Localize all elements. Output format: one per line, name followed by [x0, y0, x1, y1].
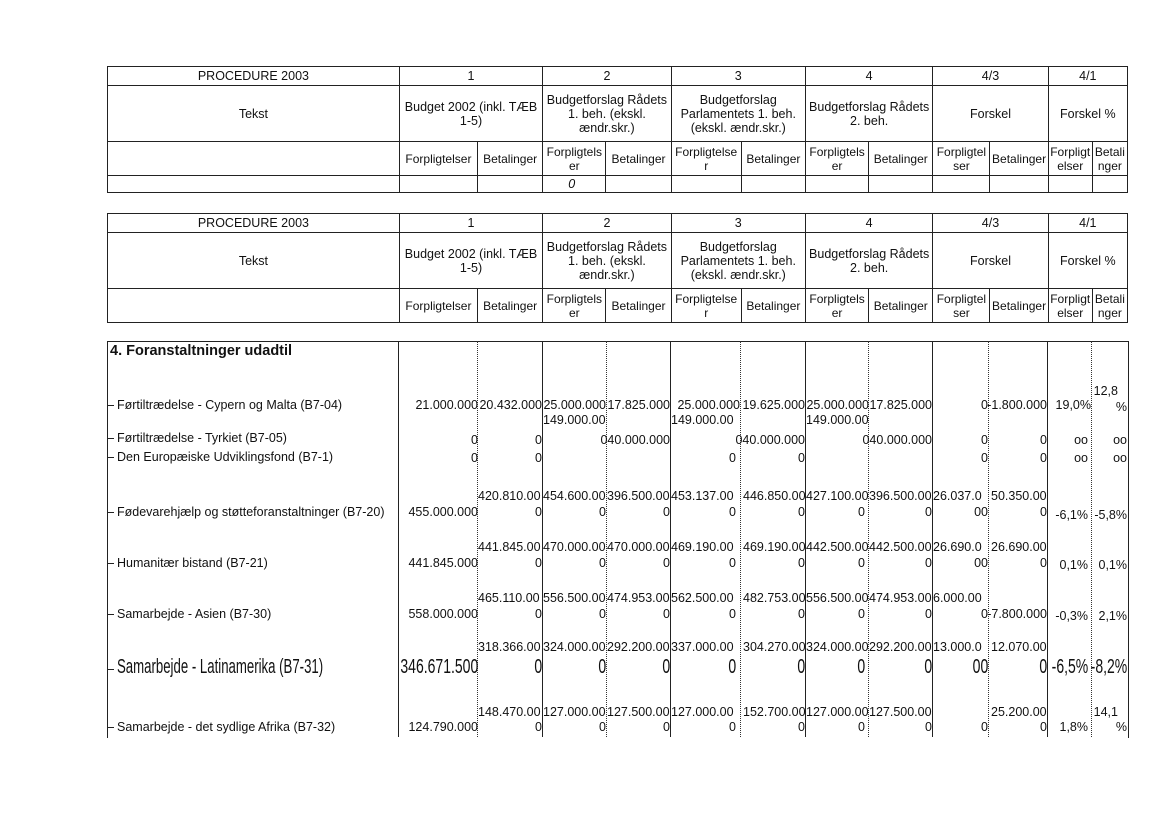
- value-cell: 0: [797, 656, 805, 678]
- value-cell: 040.000.000: [862, 433, 932, 447]
- sub-header: Betalinger: [606, 142, 671, 176]
- sub-header: Forpligtelser: [399, 289, 477, 323]
- value-cell: 0: [924, 656, 932, 678]
- value-cell: 0: [1039, 656, 1047, 678]
- col-number-3: 3: [671, 67, 805, 86]
- col-title-4-1: Forskel %: [1048, 233, 1127, 289]
- value-cell: 0,1%: [1098, 558, 1127, 572]
- value-cell: 441.845.00: [478, 540, 541, 554]
- value-cell: 25.000.000: [543, 398, 606, 412]
- value-cell: 0: [925, 556, 932, 570]
- value-cell: 0: [662, 656, 670, 678]
- value-cell: 0: [599, 556, 606, 570]
- value-cell: 0: [729, 451, 736, 465]
- value-cell: oo: [1113, 451, 1127, 465]
- value-cell: 127.000.00: [671, 705, 734, 719]
- value-cell: 0: [925, 505, 932, 519]
- value-cell: 474.953.00: [869, 591, 932, 605]
- value-cell: 0: [663, 607, 670, 621]
- sub-header: Betali nger: [1092, 142, 1127, 176]
- value-cell: 455.000.000: [408, 505, 478, 519]
- sub-header: Betalinger: [869, 289, 933, 323]
- sub-header: Forpligtel ser: [933, 289, 990, 323]
- value-cell: -6,5%: [1051, 656, 1088, 678]
- value-cell: 0: [599, 607, 606, 621]
- col-number-1: 1: [399, 214, 542, 233]
- col-title-2: Budgetforslag Rådets 1. beh. (ekskl. ændr.skr.): [543, 86, 671, 142]
- value-cell: 0: [599, 505, 606, 519]
- col-title-3: Budgetforslag Parlamentets 1. beh. (ekskl. ændr.skr.): [671, 233, 805, 289]
- col-title-3: Budgetforslag Parlamentets 1. beh. (ekskl. ændr.skr.): [671, 86, 805, 142]
- row-label: Førtiltrædelse - Cypern og Malta (B7-04): [107, 398, 342, 412]
- sub-header: Betalinger: [990, 142, 1048, 176]
- value-cell: 0: [535, 556, 542, 570]
- sub-header: Betalinger: [869, 142, 933, 176]
- value-cell: 0: [535, 720, 542, 734]
- value-cell: 127.500.00: [607, 705, 670, 719]
- value-cell: 0: [1040, 720, 1047, 734]
- value-cell: -8,2%: [1090, 656, 1127, 678]
- value-cell: 149.000.00: [806, 413, 869, 427]
- value-cell: 0: [729, 607, 736, 621]
- column-divider: [670, 341, 671, 737]
- value-cell: 562.500.00: [671, 591, 734, 605]
- value-cell: 0: [599, 720, 606, 734]
- value-cell: 149.000.00: [671, 413, 734, 427]
- value-cell: 0: [535, 505, 542, 519]
- value-cell: 2,1%: [1098, 609, 1127, 623]
- value-cell: 0: [858, 720, 865, 734]
- value-cell: 0: [981, 720, 988, 734]
- value-cell: 469.190.00: [743, 540, 806, 554]
- row-label: Samarbejde - det sydlige Afrika (B7-32): [107, 720, 335, 734]
- value-cell: oo: [1074, 451, 1088, 465]
- value-cell: 0: [471, 433, 478, 447]
- value-cell: 556.500.00: [543, 591, 606, 605]
- sub-header: Forpligtels er: [543, 142, 606, 176]
- value-cell: 0: [925, 720, 932, 734]
- col-title-4-1: Forskel %: [1048, 86, 1127, 142]
- tekst-header: Tekst: [108, 233, 400, 289]
- value-cell: 0: [1040, 505, 1047, 519]
- value-cell: 149.000.00: [543, 413, 606, 427]
- row-label: Humanitær bistand (B7-21): [107, 556, 268, 570]
- value-cell: 0: [798, 451, 805, 465]
- value-cell: -0,3%: [1055, 609, 1088, 623]
- column-divider: [1047, 341, 1048, 737]
- value-cell: 50.350.00: [991, 489, 1047, 503]
- col-title-1: Budget 2002 (inkl. TÆB 1-5): [399, 233, 542, 289]
- sub-header: Betalinger: [990, 289, 1048, 323]
- value-cell: 12,8: [1093, 384, 1118, 398]
- value-cell: 12.070.00: [991, 640, 1047, 654]
- value-cell: 292.200.00: [869, 640, 932, 654]
- value-cell: 0: [798, 720, 805, 734]
- value-cell: 0: [729, 505, 736, 519]
- value-cell: 465.110.00: [478, 591, 540, 605]
- value-cell: 14,1: [1093, 705, 1118, 719]
- col-number-4-1: 4/1: [1048, 214, 1127, 233]
- sub-header: Forpligtels er: [543, 289, 606, 323]
- value-cell: 0: [858, 505, 865, 519]
- value-cell: 0: [981, 451, 988, 465]
- sub-header: Betalinger: [741, 142, 805, 176]
- value-cell: 454.600.00: [543, 489, 606, 503]
- sub-header: Forpligt elser: [1048, 289, 1092, 323]
- value-cell: 0: [981, 433, 988, 447]
- col-title-4: Budgetforslag Rådets 2. beh.: [805, 233, 932, 289]
- value-cell: 25.200.00: [991, 705, 1047, 719]
- value-cell: 0: [471, 451, 478, 465]
- value-cell: 1,8%: [1059, 720, 1088, 734]
- value-cell: -5,8%: [1094, 508, 1127, 522]
- value-cell: 6.000.00: [933, 591, 982, 605]
- value-cell: 337.000.00: [671, 640, 734, 654]
- value-cell: 442.500.00: [869, 540, 932, 554]
- sub-header: Betalinger: [478, 289, 543, 323]
- value-cell: 20.432.000: [479, 398, 542, 412]
- value-cell: 0,1%: [1059, 558, 1088, 572]
- value-cell: 0: [534, 656, 542, 678]
- value-cell: 346.671.500: [400, 656, 478, 678]
- sub-header: Betali nger: [1092, 289, 1127, 323]
- value-cell: 0: [798, 556, 805, 570]
- value-cell: 152.700.00: [743, 705, 806, 719]
- value-cell: 19,0%: [1055, 398, 1091, 412]
- value-cell: 26.690.00: [991, 540, 1047, 554]
- value-cell: 324.000.00: [543, 640, 606, 654]
- col-title-4: Budgetforslag Rådets 2. beh.: [805, 86, 932, 142]
- value-cell: 0: [729, 720, 736, 734]
- value-cell: 0: [728, 656, 736, 678]
- zero-value: 0: [543, 176, 606, 193]
- value-cell: 0: [981, 607, 988, 621]
- value-cell: 0: [1040, 556, 1047, 570]
- value-cell: 040.000.000: [600, 433, 670, 447]
- col-number-2: 2: [543, 214, 671, 233]
- value-cell: 25.000.000: [677, 398, 740, 412]
- value-cell: 0: [798, 505, 805, 519]
- column-divider: [740, 341, 741, 737]
- col-number-2: 2: [543, 67, 671, 86]
- value-cell: 427.100.00: [806, 489, 869, 503]
- value-cell: 0: [1040, 433, 1047, 447]
- value-cell: 396.500.00: [869, 489, 932, 503]
- value-cell: 19.625.000: [742, 398, 805, 412]
- value-cell: 0: [1040, 451, 1047, 465]
- col-number-3: 3: [671, 214, 805, 233]
- value-cell: 13.000.0: [933, 640, 982, 654]
- value-cell: 26.690.0: [933, 540, 982, 554]
- value-cell: 0: [925, 607, 932, 621]
- value-cell: 442.500.00: [806, 540, 869, 554]
- value-cell: 324.000.00: [806, 640, 869, 654]
- value-cell: %: [1115, 720, 1127, 734]
- value-cell: 482.753.00: [743, 591, 806, 605]
- column-divider: [932, 341, 933, 737]
- procedure-label: PROCEDURE 2003: [108, 67, 400, 86]
- value-cell: 148.470.00: [478, 705, 541, 719]
- col-title-2: Budgetforslag Rådets 1. beh. (ekskl. ændr.skr.): [543, 233, 671, 289]
- col-number-4-3: 4/3: [933, 214, 1048, 233]
- col-number-4: 4: [805, 67, 932, 86]
- sub-header: Forpligtels er: [805, 289, 868, 323]
- value-cell: 0: [857, 656, 865, 678]
- row-label: Fødevarehjælp og støtteforanstaltninger (B7-20): [107, 505, 385, 519]
- value-cell: 17.825.000: [607, 398, 670, 412]
- value-cell: 292.200.00: [607, 640, 670, 654]
- value-cell: 0: [663, 505, 670, 519]
- value-cell: 558.000.000: [408, 607, 478, 621]
- section-title: 4. Foranstaltninger udadtil: [110, 343, 293, 359]
- value-cell: oo: [1074, 433, 1088, 447]
- value-cell: 0: [798, 607, 805, 621]
- value-cell: 446.850.00: [743, 489, 806, 503]
- value-cell: 304.270.00: [743, 640, 806, 654]
- sub-header: Forpligtelse r: [671, 142, 741, 176]
- value-cell: 470.000.00: [543, 540, 606, 554]
- value-cell: 0: [663, 720, 670, 734]
- procedure-label: PROCEDURE 2003: [108, 214, 400, 233]
- value-cell: 00: [974, 556, 988, 570]
- value-cell: 0: [858, 607, 865, 621]
- sub-header: Betalinger: [478, 142, 543, 176]
- value-cell: 0: [858, 556, 865, 570]
- sub-header: Forpligt elser: [1048, 142, 1092, 176]
- col-number-1: 1: [399, 67, 542, 86]
- value-cell: 21.000.000: [415, 398, 478, 412]
- value-cell: 474.953.00: [607, 591, 670, 605]
- col-number-4-3: 4/3: [933, 67, 1048, 86]
- value-cell: 0: [535, 607, 542, 621]
- value-cell: oo: [1113, 433, 1127, 447]
- sub-header: Betalinger: [741, 289, 805, 323]
- sub-header: Betalinger: [606, 289, 671, 323]
- value-cell: 441.845.000: [408, 556, 478, 570]
- row-label: Den Europæiske Udviklingsfond (B7-1): [107, 450, 333, 464]
- value-cell: 127.000.00: [543, 705, 606, 719]
- value-cell: 396.500.00: [607, 489, 670, 503]
- value-cell: 0: [535, 451, 542, 465]
- sub-header: Forpligtel ser: [933, 142, 990, 176]
- value-cell: 0: [729, 556, 736, 570]
- value-cell: -1.800.000: [987, 398, 1047, 412]
- col-number-4-1: 4/1: [1048, 67, 1127, 86]
- value-cell: -7.800.000: [987, 607, 1047, 621]
- sub-header: Forpligtelser: [399, 142, 477, 176]
- value-cell: 127.500.00: [869, 705, 932, 719]
- value-cell: 040.000.000: [735, 433, 805, 447]
- value-cell: -6,1%: [1055, 508, 1088, 522]
- sub-header: Forpligtels er: [805, 142, 868, 176]
- value-cell: 26.037.0: [933, 489, 982, 503]
- row-label: Førtiltrædelse - Tyrkiet (B7-05): [107, 431, 287, 445]
- value-cell: 0: [663, 556, 670, 570]
- value-cell: 420.810.00: [478, 489, 541, 503]
- value-cell: 124.790.000: [408, 720, 478, 734]
- value-cell: 0: [598, 656, 606, 678]
- value-cell: 25.000.000: [806, 398, 869, 412]
- value-cell: 556.500.00: [806, 591, 869, 605]
- value-cell: 0: [535, 433, 542, 447]
- value-cell: 318.366.00: [478, 640, 541, 654]
- row-label: Samarbejde - Latinamerika (B7-31): [107, 656, 429, 679]
- value-cell: 453.137.00: [671, 489, 734, 503]
- value-cell: 470.000.00: [607, 540, 670, 554]
- col-title-4-3: Forskel: [933, 86, 1048, 142]
- row-label: Samarbejde - Asien (B7-30): [107, 607, 271, 621]
- value-cell: 127.000.00: [806, 705, 869, 719]
- value-cell: %: [1115, 400, 1127, 414]
- value-cell: 00: [972, 656, 988, 678]
- col-title-1: Budget 2002 (inkl. TÆB 1-5): [399, 86, 542, 142]
- value-cell: 00: [974, 505, 988, 519]
- value-cell: 17.825.000: [869, 398, 932, 412]
- sub-header: Forpligtelse r: [671, 289, 741, 323]
- tekst-header: Tekst: [108, 86, 400, 142]
- value-cell: 0: [981, 398, 988, 412]
- value-cell: 469.190.00: [671, 540, 734, 554]
- col-number-4: 4: [805, 214, 932, 233]
- col-title-4-3: Forskel: [933, 233, 1048, 289]
